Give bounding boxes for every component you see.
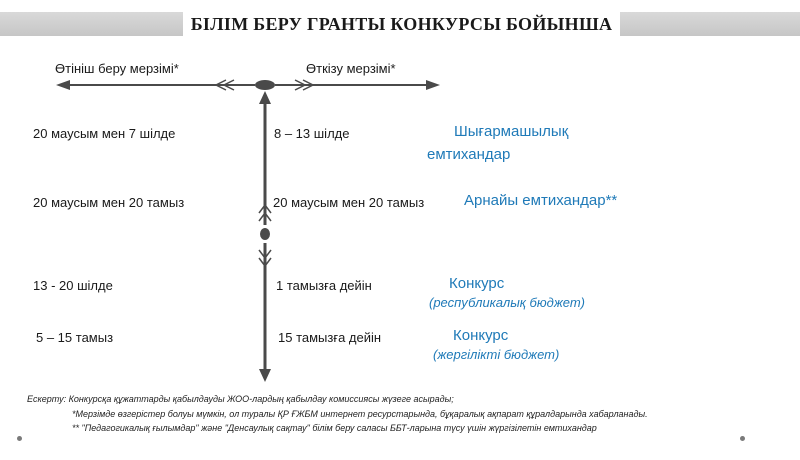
middle-dot (260, 228, 270, 240)
down-arrow-head (259, 369, 271, 382)
row2-conduct-date: 20 маусым мен 20 тамыз (273, 195, 425, 210)
bottom-left-bullet (17, 436, 22, 441)
row4-stage-subtitle: (жергілікті бюджет) (433, 347, 560, 362)
row1-stage-title: Шығармашылық (454, 123, 569, 140)
footnote-asterisk: *Мерзімде өзгерістер болуы мүмкін, ол туралы ҚР ҒЖБМ интернет ресурстарында, бұқаралық ақпарат құралдарында хабарланады. (72, 409, 648, 419)
row2-stage-title: Арнайы емтихандар** (464, 192, 618, 209)
row3-stage-title: Конкурс (449, 275, 505, 292)
page-title: БІЛІМ БЕРУ ГРАНТЫ КОНКУРСЫ БОЙЫНША (190, 14, 613, 34)
row4-stage-title: Конкурс (453, 327, 509, 344)
bottom-right-bullet (740, 436, 745, 441)
row1-conduct-date: 8 – 13 шілде (274, 126, 350, 141)
up-arrow-head (259, 91, 271, 104)
row1-stage-subtitle: емтихандар (427, 146, 511, 163)
row2-apply-date: 20 маусым мен 20 тамыз (33, 195, 185, 210)
row1-apply-date: 20 маусым мен 7 шілде (33, 126, 176, 141)
conduct-period-header: Өткізу мерзімі* (306, 61, 396, 76)
row3-apply-date: 13 - 20 шілде (33, 278, 113, 293)
row3-stage-subtitle: (республикалық бюджет) (429, 295, 585, 310)
footnote-general: Ескерту: Конкурсқа құжаттарды қабылдауды ЖОО-лардың қабылдау комиссиясы жүзеге асырады; (27, 394, 454, 404)
footnote-double-asterisk: ** "Педагогикалық ғылымдар" және "Денсаулық сақтау" білім беру саласы ББТ-ларына түсу үшін жүргізілетін емтихандар (72, 423, 597, 433)
row3-conduct-date: 1 тамызға дейін (276, 278, 372, 293)
apply-period-header: Өтініш беру мерзімі* (55, 61, 179, 76)
right-arrow-head (426, 80, 440, 90)
center-dot (255, 80, 275, 90)
row4-apply-date: 5 – 15 тамыз (36, 330, 114, 345)
row4-conduct-date: 15 тамызға дейін (278, 330, 382, 345)
left-arrow-head (56, 80, 70, 90)
